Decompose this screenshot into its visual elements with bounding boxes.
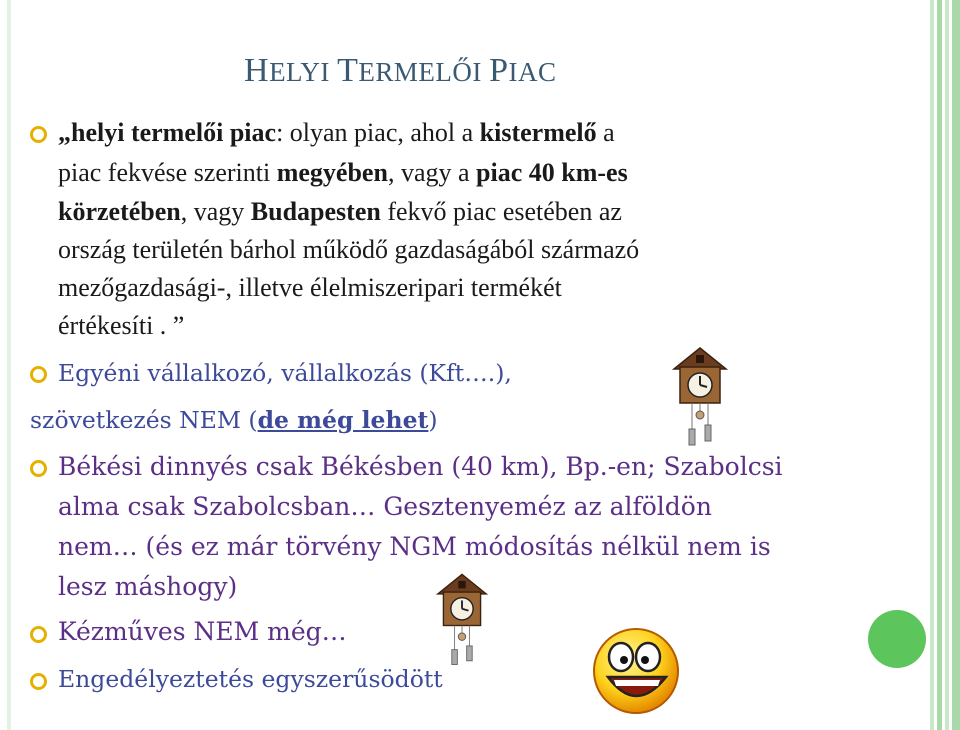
bullet-icon xyxy=(30,126,47,143)
title-letter: P xyxy=(489,52,509,89)
title-letter: T xyxy=(337,52,359,89)
left-rule xyxy=(7,0,11,730)
text-bold: megyében xyxy=(276,158,388,187)
laughing-smiley-icon xyxy=(590,625,682,717)
paragraph-1-line-6: értékesíti . ” xyxy=(58,311,185,340)
paragraph-1-line-1 xyxy=(58,113,615,153)
paragraph-1-line-5: mezőgazdasági-, illetve élelmiszeripari termékét xyxy=(58,273,562,302)
bullet-icon xyxy=(30,460,47,477)
text: fekvő piac esetében az xyxy=(380,197,622,226)
paragraph-1-line-4: ország területén bárhol működő gazdaságából származó xyxy=(58,235,640,264)
paragraph-2-line-2 xyxy=(30,400,438,440)
text-bold: körzetében xyxy=(58,197,181,226)
text-bold: „helyi termelői piac xyxy=(58,118,277,147)
text: a xyxy=(596,118,615,147)
slide-title xyxy=(244,52,557,90)
bullet-icon xyxy=(30,366,47,383)
text-bold-underlined: de még lehet xyxy=(257,406,429,434)
paragraph-2-line-1: Egyéni vállalkozó, vállalkozás (Kft….), xyxy=(58,359,512,387)
paragraph-1-line-2 xyxy=(58,153,628,193)
text: ) xyxy=(428,406,438,434)
green-circle-decoration xyxy=(868,610,926,668)
paragraph-1-line-3 xyxy=(58,192,622,232)
paragraph-4: Kézműves NEM még… xyxy=(58,617,347,646)
text-bold: kistermelő xyxy=(479,118,597,147)
title-rest: ERMELŐI xyxy=(358,57,482,87)
text: piac fekvése szerinti xyxy=(58,158,277,187)
text-bold: Budapesten xyxy=(250,197,381,226)
bullet-icon xyxy=(30,673,47,690)
right-border-decoration xyxy=(930,0,960,730)
text: : olyan piac, ahol a xyxy=(276,118,480,147)
text-bold: piac 40 km-es xyxy=(476,158,628,187)
text: szövetkezés NEM ( xyxy=(30,406,258,434)
bullet-icon xyxy=(30,626,47,643)
paragraph-3-line-2: alma csak Szabolcsban… Gesztenyeméz az alföldön xyxy=(58,492,712,521)
text: , vagy a xyxy=(387,158,477,187)
paragraph-5: Engedélyeztetés egyszerűsödött xyxy=(58,665,443,693)
paragraph-3-line-1: Békési dinnyés csak Békésben (40 km), Bp.-en; Szabolcsi xyxy=(58,452,783,481)
paragraph-3-line-3: nem… (és ez már törvény NGM módosítás nélkül nem is xyxy=(58,532,771,561)
cuckoo-clock-icon xyxy=(436,568,488,670)
cuckoo-clock-icon xyxy=(672,345,728,447)
title-rest: IAC xyxy=(508,57,557,87)
text: , vagy xyxy=(180,197,251,226)
title-rest: ELYI xyxy=(269,57,330,87)
paragraph-3-line-4: lesz máshogy) xyxy=(58,572,238,601)
title-letter: H xyxy=(244,52,270,89)
